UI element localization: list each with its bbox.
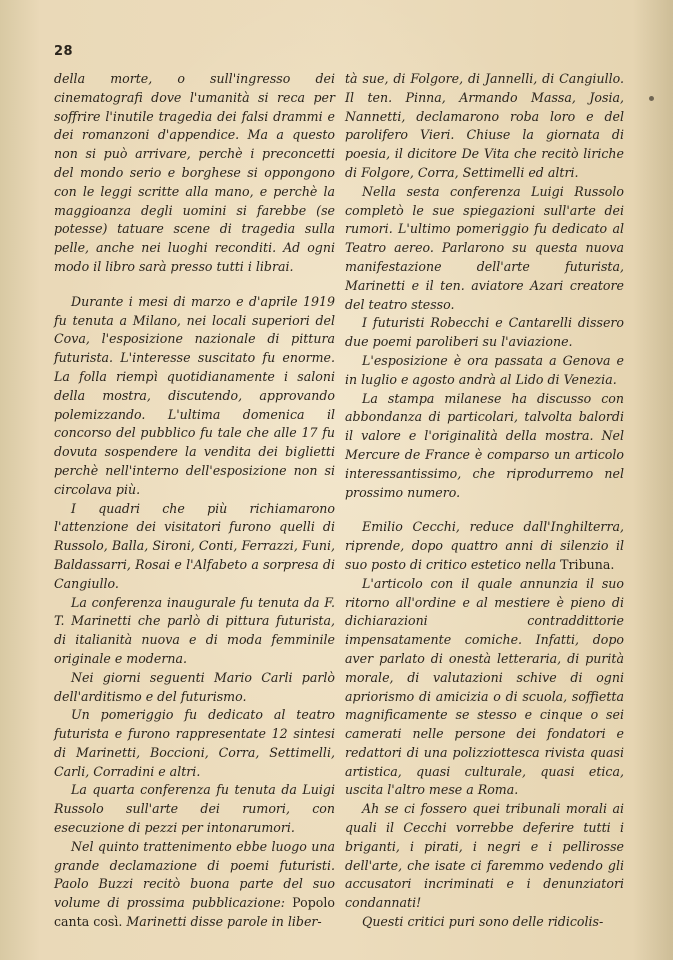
paragraph (345, 518, 624, 574)
paragraph: La conferenza inaugurale fu tenuta da F. T. Marinetti che parlò di pittura futurista, di italianità nuova e di moda femminile originale e moderna. (54, 594, 335, 666)
paragraph: Nella sesta conferenza Luigi Russolo completò le sue spiegazioni sull'arte dei rumori. L'ultimo pomeriggio fu dedicato al Teatro aereo. Parlarono su questa nuova manifestazione dell'arte futurista, Marinetti e il ten. aviatore Azari creatore del teatro stesso. (345, 183, 624, 312)
paragraph: Ah se ci fossero quei tribunali morali ai quali il Cecchi vorrebbe deferire tutti i briganti, i pirati, i negri e i pellirosse dell'arte, che isate ci faremmo vedendo gli accusatori incriminati e i denunziatori condannati! (345, 801, 624, 911)
paragraph: Nei giorni seguenti Mario Carli parlò dell'arditismo e del futurismo. (54, 669, 335, 704)
text-run: Nel quinto trattenimento ebbe luogo una grande declamazione di poemi futuristi. Paolo Buzzi recitò buona parte del suo volume di prossima pubblicazione: (54, 838, 335, 911)
page-number: 28 (54, 44, 74, 59)
text-run: Emilio Cecchi, reduce dall'Inghilterra, riprende, dopo quattro anni di silenzio il suo posto di critico estetico nella (345, 519, 624, 572)
ink-dot-icon (649, 96, 654, 101)
newspaper-title: Tribuna. (560, 556, 615, 572)
paragraph (54, 838, 335, 932)
book-title: Popolo canta così. (54, 895, 335, 930)
right-column (345, 70, 624, 932)
paragraph: della morte, o sull'ingresso dei cinematografi dove l'umanità si reca per soffrire l'inutile tragedia dei falsi drammi e dei romanzoni d'appendice. Ma a questo non si può arrivare, perchè i preconcetti del mondo serio e borghese si oppongono con le leggi scritte alla mano, e perchè la maggioanza degli uomini si farebbe (se potesse) tatuare scene di tragedia sulla pelle, anche nei luoghi reconditi. Ad ogni modo il libro sarà presso tutti i librai. (54, 71, 335, 274)
paragraph: I futuristi Robecchi e Cantarelli dissero due poemi paroliberi su l'aviazione. (345, 315, 624, 350)
paragraph: La quarta conferenza fu tenuta da Luigi Russolo sull'arte dei rumori, con esecuzione di pezzi per intonarumori. (54, 782, 335, 836)
paragraph: Questi critici puri sono delle ridicolis- (362, 914, 604, 930)
paragraph: La stampa milanese ha discusso con abbondanza di particolari, talvolta balordi il valore e l'originalità della mostra. Nel Mercure de France è comparso un articolo interessantissimo, che riprodurremo nel prossimo numero. (345, 390, 624, 500)
left-column (54, 70, 335, 932)
text-run: Marinetti disse parole in liber- (126, 914, 322, 930)
paragraph: Un pomeriggio fu dedicato al teatro futurista e furono rappresentate 12 sintesi di Marinetti, Boccioni, Corra, Settimelli, Carli, Corradini e altri. (54, 707, 335, 779)
paragraph: L'esposizione è ora passata a Genova e in luglio e agosto andrà al Lido di Venezia. (345, 352, 624, 387)
paragraph: L'articolo con il quale annunzia il suo ritorno all'ordine e al mestiere è pieno di dichiarazioni contraddittorie impensatamente comiche. Infatti, dopo aver parlato di onestà letteraria, di purità morale, di valutazioni schive di ogni apriorismo di amicizia o di scuola, soffietta magnificamente se stesso e cinque o sei camerati nelle persone dei fondatori e redattori di una polizziottesca rivista quasi artistica, quasi culturale, quasi etica, uscita l'altro mese a Roma. (345, 575, 624, 798)
paragraph: tà sue, di Folgore, di Jannelli, di Cangiullo. Il ten. Pinna, Armando Massa, Josia, Nannetti, declamarono roba loro e del parolifero Vieri. Chiuse la giornata di poesia, il dicitore De Vita che recitò liriche di Folgore, Corra, Settimelli ed altri. (345, 71, 624, 180)
paragraph: I quadri che più richiamarono l'attenzione dei visitatori furono quelli di Russolo, Balla, Sironi, Conti, Ferrazzi, Funi, Baldassarri, Rosai e l'Alfabeto a sorpresa di Cangiullo. (54, 500, 335, 591)
paragraph: Durante i mesi di marzo e d'aprile 1919 fu tenuta a Milano, nei locali superiori del Cova, l'esposizione nazionale di pittura futurista. L'interesse suscitato fu enorme. La folla riempì quotidianamente i saloni della mostra, discutendo, approvando polemizzando. L'ultima domenica il concorso del pubblico fu tale che alle 17 fu dovuta sospendere la vendita dei biglietti perchè nell'interno dell'esposizione non si circolava più. (54, 293, 335, 497)
